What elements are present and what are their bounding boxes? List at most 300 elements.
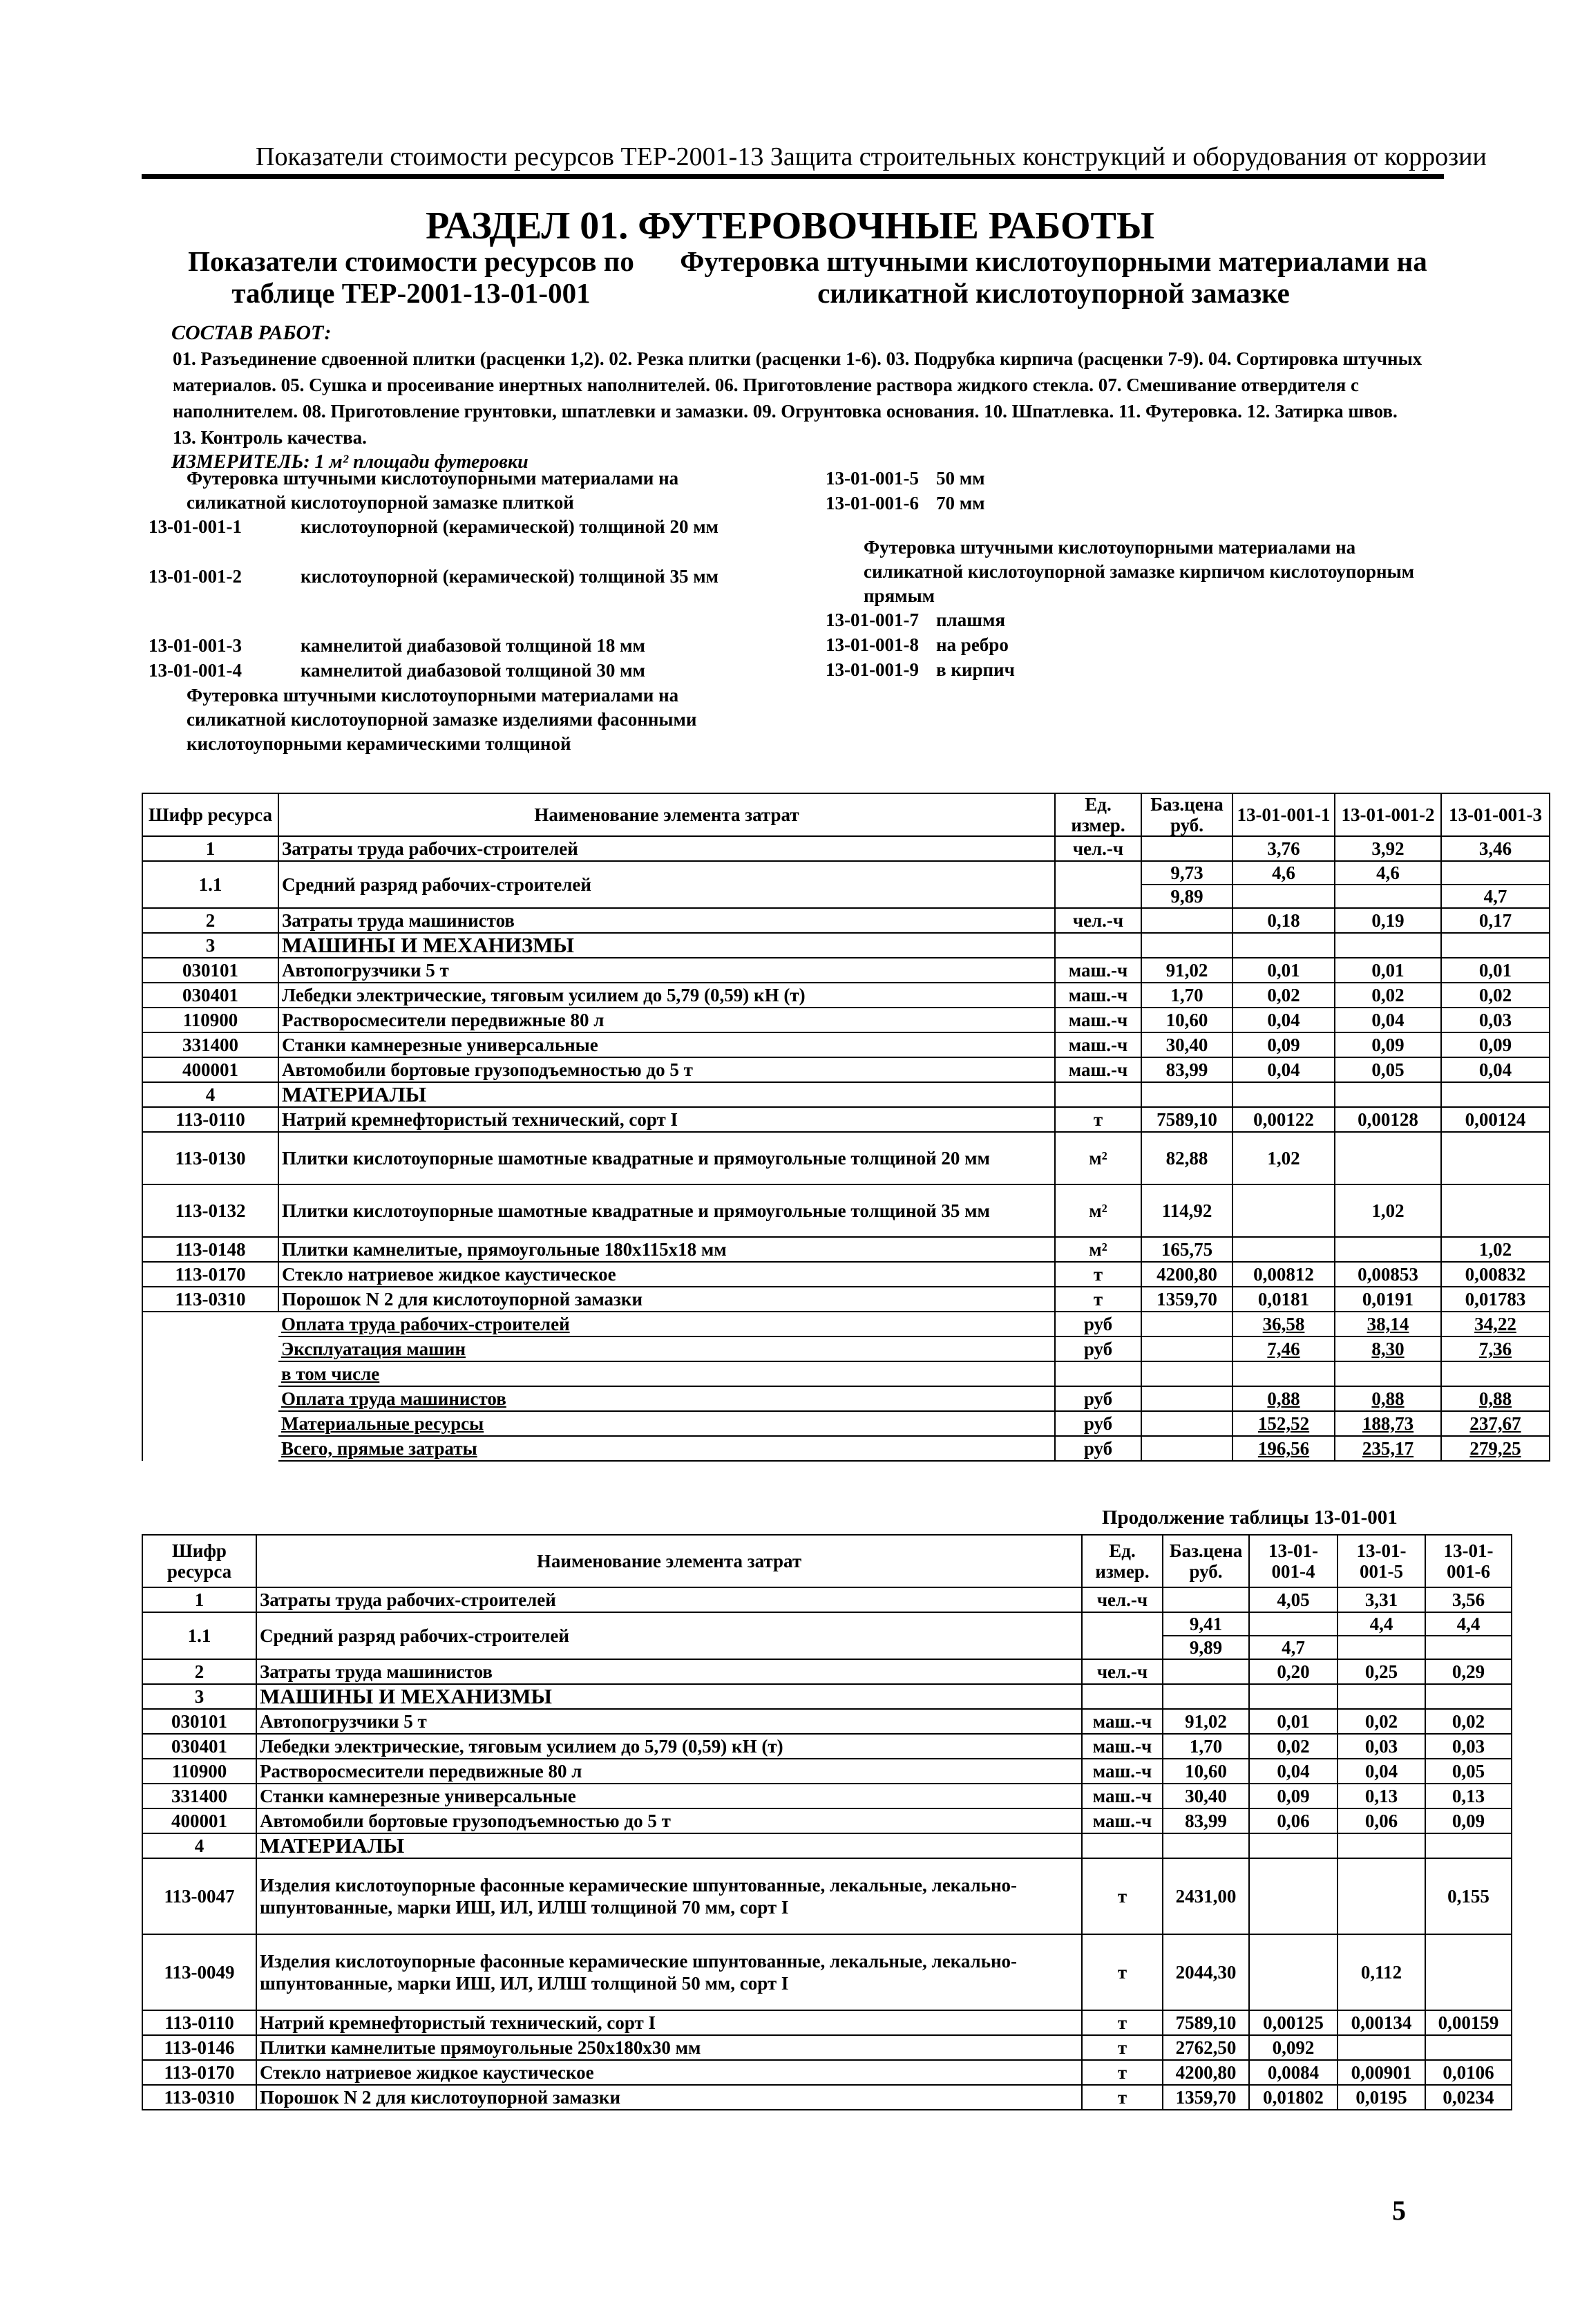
cell-value-3 (1441, 1184, 1550, 1237)
cell-value-2: 0,19 (1335, 908, 1441, 933)
total-value-1: 152,52 (1232, 1411, 1335, 1436)
cell-value-2: 0,00853 (1335, 1262, 1441, 1287)
code-row (826, 491, 1434, 516)
cell-value-2: 0,04 (1338, 1759, 1425, 1784)
cell-value-2 (1338, 1833, 1425, 1858)
cell-code: 2 (142, 1659, 256, 1684)
cell-unit: маш.-ч (1082, 1709, 1163, 1734)
cell-unit: чел.-ч (1055, 836, 1141, 861)
cell-value-3: 0,00832 (1441, 1262, 1550, 1287)
cell-value-1: 0,01 (1232, 958, 1335, 983)
cell-value-3 (1425, 1934, 1512, 2010)
total-value-3 (1441, 1361, 1550, 1386)
table-row (142, 1934, 1512, 2010)
cell-price (1141, 1336, 1232, 1361)
cell-value-3: 4,7 (1441, 885, 1550, 908)
cell-value-3 (1425, 1684, 1512, 1709)
cell-unit: маш.-ч (1082, 1759, 1163, 1784)
total-unit: руб (1055, 1336, 1141, 1361)
cell-name: Изделия кислотоупорные фасонные керамические шпунтованные, лекальные, лекально-шпунтованные, марки ИШ, ИЛ, ИЛШ толщиной 50 мм, сорт I (256, 1934, 1082, 2010)
code-label: 13-01-001-2 (149, 566, 242, 587)
table-row (142, 1082, 1550, 1107)
total-row (142, 1436, 1550, 1461)
cell-value-1 (1249, 1833, 1338, 1858)
cell-unit: маш.-ч (1055, 1032, 1141, 1057)
cell-value-3: 0,09 (1441, 1032, 1550, 1057)
cell-name: МАТЕРИАЛЫ (278, 1082, 1055, 1107)
table-row (142, 1184, 1550, 1237)
cell-value-2 (1338, 1684, 1425, 1709)
cell-unit: т (1055, 1262, 1141, 1287)
cell-value-1: 0,00125 (1249, 2010, 1338, 2035)
cell-code: 113-0110 (142, 2010, 256, 2035)
cell-name: МАШИНЫ И МЕХАНИЗМЫ (256, 1684, 1082, 1709)
cell-value-2: 4,4 (1338, 1612, 1425, 1636)
code-row (826, 608, 1434, 633)
total-row (142, 1361, 1550, 1386)
total-value-3: 34,22 (1441, 1312, 1550, 1336)
group-title-left-2: Футеровка штучными кислотоупорными материалами на силикатной кислотоупорной замазке изделиями фасонными кислотоупорными керамическими толщиной (187, 685, 697, 754)
cell-value-1 (1232, 1237, 1335, 1262)
header-rule (142, 174, 1444, 179)
cell-code: 113-0310 (142, 2085, 256, 2110)
cell-value-3: 1,02 (1441, 1237, 1550, 1262)
header-col-3: 13-01-001-3 (1441, 793, 1550, 836)
table-row (142, 1759, 1512, 1784)
total-value-3: 0,88 (1441, 1386, 1550, 1411)
cell-value-2: 3,31 (1338, 1587, 1425, 1612)
cell-value-3: 0,00124 (1441, 1107, 1550, 1132)
cell-name: Лебедки электрические, тяговым усилием до 5,79 (0,59) кН (т) (256, 1734, 1082, 1759)
cell-unit: т (1082, 2060, 1163, 2085)
cell-code: 030101 (142, 958, 278, 983)
table-2-body (142, 1587, 1512, 2110)
table-row (142, 1734, 1512, 1759)
cell-code: 110900 (142, 1008, 278, 1032)
cell-code: 113-0170 (142, 1262, 278, 1287)
cell-value-2: 0,00128 (1335, 1107, 1441, 1132)
table-row (142, 1709, 1512, 1734)
cell-name: Растворосмесители передвижные 80 л (278, 1008, 1055, 1032)
cell-name: Порошок N 2 для кислотоупорной замазки (278, 1287, 1055, 1312)
cell-price (1141, 836, 1232, 861)
cell-price: 9,41 (1163, 1612, 1249, 1636)
composition-label: СОСТАВ РАБОТ: (171, 321, 332, 344)
cell-price (1141, 1386, 1232, 1411)
total-name: Материальные ресурсы (278, 1411, 1055, 1436)
total-value-1: 36,58 (1232, 1312, 1335, 1336)
cell-price (1141, 908, 1232, 933)
cell-value-1: 0,09 (1249, 1784, 1338, 1808)
composition-text: 01. Разъединение сдвоенной плитки (расценки 1,2). 02. Резка плитки (расценки 1-6). 03. Подрубка кирпича (расценки 7-9). 04. Сортировка штучных материалов. 05. Сушка и просеивание инертных наполнителей. 06. Приготовление раствора жидкого стекла. 07. Смешивание отвердителя с наполнителем. 08. Приготовление грунтовки, шпатлевки и замазки. 09. Огрунтовка основания. 10. Шпатлевка. 11. Футеровка. 12. Затирка швов. 13. Контроль качества. (173, 348, 1422, 448)
table-row (142, 908, 1550, 933)
cell-value-1: 0,02 (1232, 983, 1335, 1008)
cell-code: 030101 (142, 1709, 256, 1734)
cell-value-1: 0,02 (1249, 1734, 1338, 1759)
group-title-left-1: Футеровка штучными кислотоупорными материалами на силикатной кислотоупорной замазке плиткой (187, 468, 679, 513)
cell-code: 113-0110 (142, 1107, 278, 1132)
total-value-2: 38,14 (1335, 1312, 1441, 1336)
cell-value-1: 0,0181 (1232, 1287, 1335, 1312)
cell-name: Стекло натриевое жидкое каустическое (278, 1262, 1055, 1287)
header-col-3: 13-01-001-6 (1425, 1535, 1512, 1587)
cell-value-1 (1232, 933, 1335, 958)
total-value-2: 188,73 (1335, 1411, 1441, 1436)
cell-name: Плитки кислотоупорные шамотные квадратные и прямоугольные толщиной 35 мм (278, 1184, 1055, 1237)
cell-name: Затраты труда рабочих-строителей (278, 836, 1055, 861)
cell-name: Стекло натриевое жидкое каустическое (256, 2060, 1082, 2085)
cell-value-2: 0,09 (1335, 1032, 1441, 1057)
cell-code: 113-0049 (142, 1934, 256, 2010)
cell-unit: чел.-ч (1082, 1659, 1163, 1684)
table-row (142, 1659, 1512, 1684)
code-row (149, 659, 736, 683)
cell-blank (142, 1336, 278, 1361)
total-value-1: 196,56 (1232, 1436, 1335, 1461)
table-row (142, 2085, 1512, 2110)
resource-table-2 (142, 1534, 1512, 2110)
cell-unit: т (1082, 1858, 1163, 1934)
cell-unit: т (1082, 2085, 1163, 2110)
total-value-1: 7,46 (1232, 1336, 1335, 1361)
cell-value-2 (1338, 1858, 1425, 1934)
total-name: Всего, прямые затраты (278, 1436, 1055, 1461)
table-row (142, 1833, 1512, 1858)
cell-value-1 (1249, 1684, 1338, 1709)
cell-value-3 (1425, 1636, 1512, 1659)
code-description: кислотоупорной (керамической) толщиной 35 мм (301, 566, 718, 587)
cell-value-2: 3,92 (1335, 836, 1441, 861)
cell-value-2: 0,112 (1338, 1934, 1425, 2010)
total-unit: руб (1055, 1312, 1141, 1336)
cell-price: 9,73 (1141, 861, 1232, 885)
cell-value-3: 3,46 (1441, 836, 1550, 861)
cell-value-2: 0,03 (1338, 1734, 1425, 1759)
cell-price: 2044,30 (1163, 1934, 1249, 2010)
cell-value-1: 1,02 (1232, 1132, 1335, 1184)
total-value-2: 8,30 (1335, 1336, 1441, 1361)
header-unit: Ед. измер. (1082, 1535, 1163, 1587)
cell-price: 91,02 (1141, 958, 1232, 983)
cell-name: Средний разряд рабочих-строителей (278, 861, 1055, 908)
cell-value-1 (1232, 1184, 1335, 1237)
total-value-2: 0,88 (1335, 1386, 1441, 1411)
cell-value-1: 0,00122 (1232, 1107, 1335, 1132)
cell-blank (142, 1312, 278, 1336)
cell-value-3: 0,02 (1441, 983, 1550, 1008)
cell-value-1: 0,20 (1249, 1659, 1338, 1684)
table-row (142, 2060, 1512, 2085)
cell-code: 331400 (142, 1032, 278, 1057)
cell-name: Средний разряд рабочих-строителей (256, 1612, 1082, 1659)
cell-value-3: 0,17 (1441, 908, 1550, 933)
cell-price (1163, 1833, 1249, 1858)
cell-unit: т (1055, 1107, 1141, 1132)
cell-name: Натрий кремнефтористый технический, сорт I (278, 1107, 1055, 1132)
cell-code: 1 (142, 836, 278, 861)
table-row (142, 861, 1550, 885)
cell-code: 331400 (142, 1784, 256, 1808)
cell-code: 4 (142, 1082, 278, 1107)
cell-value-1: 0,0084 (1249, 2060, 1338, 2085)
total-value-1: 0,88 (1232, 1386, 1335, 1411)
cell-price: 2431,00 (1163, 1858, 1249, 1934)
cell-value-2: 0,0195 (1338, 2085, 1425, 2110)
total-value-2: 235,17 (1335, 1436, 1441, 1461)
cell-price (1163, 1684, 1249, 1709)
cell-value-2 (1335, 1132, 1441, 1184)
cell-unit: маш.-ч (1082, 1734, 1163, 1759)
cell-value-2: 4,6 (1335, 861, 1441, 885)
code-description: на ребро (936, 634, 1009, 655)
table-row (142, 1008, 1550, 1032)
cell-value-2: 0,01 (1335, 958, 1441, 983)
cell-price (1141, 933, 1232, 958)
cell-price: 1,70 (1163, 1734, 1249, 1759)
cell-code: 113-0146 (142, 2035, 256, 2060)
cell-value-1: 4,05 (1249, 1587, 1338, 1612)
cell-name: Плитки камнелитые, прямоугольные 180x115x18 мм (278, 1237, 1055, 1262)
cell-blank (142, 1436, 278, 1461)
cell-value-1: 0,00812 (1232, 1262, 1335, 1287)
codes-left (149, 466, 736, 756)
cell-unit: маш.-ч (1055, 1008, 1141, 1032)
cell-price (1141, 1082, 1232, 1107)
cell-name: Затраты труда машинистов (278, 908, 1055, 933)
cell-name: МАШИНЫ И МЕХАНИЗМЫ (278, 933, 1055, 958)
cell-unit: м² (1055, 1132, 1141, 1184)
cell-price: 2762,50 (1163, 2035, 1249, 2060)
header-unit: Ед. измер. (1055, 793, 1141, 836)
code-list-left-1 (149, 515, 736, 683)
cell-code: 2 (142, 908, 278, 933)
cell-value-1: 0,01 (1249, 1709, 1338, 1734)
cell-value-3: 0,09 (1425, 1808, 1512, 1833)
header-name: Наименование элемента затрат (256, 1535, 1082, 1587)
table-row (142, 1287, 1550, 1312)
cell-price: 83,99 (1163, 1808, 1249, 1833)
cell-name: Автомобили бортовые грузоподъемностью до 5 т (278, 1057, 1055, 1082)
cell-unit: т (1055, 1287, 1141, 1312)
cell-value-2 (1335, 933, 1441, 958)
cell-value-1: 0,09 (1232, 1032, 1335, 1057)
cell-code: 110900 (142, 1759, 256, 1784)
cell-value-2: 0,25 (1338, 1659, 1425, 1684)
cell-value-1: 4,7 (1249, 1636, 1338, 1659)
cell-value-2: 0,00134 (1338, 2010, 1425, 2035)
code-description: 50 мм (936, 468, 985, 489)
cell-price: 10,60 (1141, 1008, 1232, 1032)
cell-name: МАТЕРИАЛЫ (256, 1833, 1082, 1858)
cell-name: Растворосмесители передвижные 80 л (256, 1759, 1082, 1784)
cell-name: Затраты труда рабочих-строителей (256, 1587, 1082, 1612)
code-row (149, 515, 736, 565)
cell-value-3: 0,04 (1441, 1057, 1550, 1082)
cell-value-1: 0,04 (1232, 1057, 1335, 1082)
total-row (142, 1411, 1550, 1436)
cell-unit (1055, 1082, 1141, 1107)
total-row (142, 1312, 1550, 1336)
cell-value-2: 0,13 (1338, 1784, 1425, 1808)
total-name: Эксплуатация машин (278, 1336, 1055, 1361)
cell-blank (142, 1361, 278, 1386)
cell-value-1: 0,18 (1232, 908, 1335, 933)
cell-unit: т (1082, 2010, 1163, 2035)
cell-code: 1.1 (142, 1612, 256, 1659)
cell-value-3 (1425, 1833, 1512, 1858)
cell-name: Плитки камнелитые прямоугольные 250x180x30 мм (256, 2035, 1082, 2060)
total-unit: руб (1055, 1411, 1141, 1436)
resource-table-1 (142, 793, 1550, 1462)
cell-code: 113-0130 (142, 1132, 278, 1184)
cell-value-1 (1232, 1082, 1335, 1107)
cell-value-3 (1441, 861, 1550, 885)
cell-name: Затраты труда машинистов (256, 1659, 1082, 1684)
table-row (142, 983, 1550, 1008)
cell-code: 113-0148 (142, 1237, 278, 1262)
cell-value-2: 1,02 (1335, 1184, 1441, 1237)
cell-value-2 (1338, 1636, 1425, 1659)
header-col-2: 13-01-001-5 (1338, 1535, 1425, 1587)
cell-name: Изделия кислотоупорные фасонные керамические шпунтованные, лекальные, лекально-шпунтованные, марки ИШ, ИЛ, ИЛШ толщиной 70 мм, сорт I (256, 1858, 1082, 1934)
table-row (142, 1858, 1512, 1934)
cell-value-2: 0,0191 (1335, 1287, 1441, 1312)
code-list-right-1 (826, 466, 1434, 516)
cell-price: 30,40 (1163, 1784, 1249, 1808)
cell-value-1: 4,6 (1232, 861, 1335, 885)
cell-value-1 (1249, 1934, 1338, 2010)
cell-unit: чел.-ч (1055, 908, 1141, 933)
cell-code: 400001 (142, 1808, 256, 1833)
header-price: Баз.цена руб. (1163, 1535, 1249, 1587)
cell-price: 1359,70 (1163, 2085, 1249, 2110)
cell-value-1 (1249, 1858, 1338, 1934)
cell-value-2: 0,02 (1338, 1709, 1425, 1734)
cell-price: 83,99 (1141, 1057, 1232, 1082)
header-code: Шифр ресурса (142, 793, 278, 836)
cell-price: 165,75 (1141, 1237, 1232, 1262)
cell-price: 30,40 (1141, 1032, 1232, 1057)
code-row (149, 565, 736, 634)
cell-value-3 (1425, 2035, 1512, 2060)
table-row (142, 836, 1550, 861)
cell-value-3 (1441, 1082, 1550, 1107)
code-row (826, 466, 1434, 491)
section-title: РАЗДЕЛ 01. ФУТЕРОВОЧНЫЕ РАБОТЫ (426, 205, 1154, 247)
cell-unit: м² (1055, 1184, 1141, 1237)
cell-code: 113-0047 (142, 1858, 256, 1934)
table-row (142, 2035, 1512, 2060)
cell-code: 3 (142, 1684, 256, 1709)
cell-unit: т (1082, 2035, 1163, 2060)
header-code: Шифр ресурса (142, 1535, 256, 1587)
cell-value-3 (1441, 1132, 1550, 1184)
cell-value-1: 0,092 (1249, 2035, 1338, 2060)
cell-value-3: 0,02 (1425, 1709, 1512, 1734)
table-row (142, 958, 1550, 983)
cell-unit (1055, 861, 1141, 908)
table-header-row (142, 1535, 1512, 1587)
code-row (826, 633, 1434, 658)
cell-code: 3 (142, 933, 278, 958)
cell-unit: маш.-ч (1055, 983, 1141, 1008)
cell-price (1163, 1587, 1249, 1612)
group-title-right-2: Футеровка штучными кислотоупорными материалами на силикатной кислотоупорной замазке кирпичом кислотоупорным прямым (864, 537, 1415, 606)
code-description: в кирпич (936, 659, 1015, 680)
code-row (149, 634, 736, 659)
total-value-1 (1232, 1361, 1335, 1386)
subtitle-right: Футеровка штучными кислотоупорными материалами на силикатной кислотоупорной замазке (680, 245, 1427, 309)
code-label: 13-01-001-7 (826, 610, 919, 630)
total-name: Оплата труда машинистов (278, 1386, 1055, 1411)
cell-price: 1,70 (1141, 983, 1232, 1008)
header-col-1: 13-01-001-4 (1249, 1535, 1338, 1587)
table-header-row (142, 793, 1550, 836)
cell-value-2: 0,02 (1335, 983, 1441, 1008)
cell-code: 1.1 (142, 861, 278, 908)
code-label: 13-01-001-5 (826, 468, 919, 489)
code-description: камнелитой диабазовой толщиной 18 мм (301, 635, 645, 656)
cell-value-1: 3,76 (1232, 836, 1335, 861)
cell-unit: т (1082, 1934, 1163, 2010)
cell-value-2: 0,04 (1335, 1008, 1441, 1032)
cell-price: 9,89 (1163, 1636, 1249, 1659)
cell-unit (1082, 1612, 1163, 1659)
total-row (142, 1386, 1550, 1411)
cell-value-1 (1232, 885, 1335, 908)
table-row (142, 1587, 1512, 1612)
cell-value-3: 4,4 (1425, 1612, 1512, 1636)
table-row (142, 1808, 1512, 1833)
running-header: Показатели стоимости ресурсов ТЕР-2001-13 Защита строительных конструкций и оборудования от коррозии (256, 142, 1487, 171)
code-description: камнелитой диабазовой толщиной 30 мм (301, 660, 645, 681)
cell-value-3: 3,56 (1425, 1587, 1512, 1612)
cell-value-1: 0,04 (1249, 1759, 1338, 1784)
table-row (142, 1612, 1512, 1636)
cell-code: 400001 (142, 1057, 278, 1082)
subtitle-left: Показатели стоимости ресурсов по таблице ТЕР-2001-13-01-001 (188, 245, 634, 309)
codes-right (826, 466, 1434, 683)
total-name: Оплата труда рабочих-строителей (278, 1312, 1055, 1336)
total-unit: руб (1055, 1436, 1141, 1461)
cell-value-1 (1249, 1612, 1338, 1636)
cell-value-2 (1338, 2035, 1425, 2060)
cell-code: 113-0132 (142, 1184, 278, 1237)
cell-value-3: 0,155 (1425, 1858, 1512, 1934)
table-row (142, 1132, 1550, 1184)
cell-value-1: 0,06 (1249, 1808, 1338, 1833)
cell-name: Автомобили бортовые грузоподъемностью до 5 т (256, 1808, 1082, 1833)
cell-value-2 (1335, 885, 1441, 908)
cell-unit: маш.-ч (1082, 1808, 1163, 1833)
cell-price (1163, 1659, 1249, 1684)
cell-price: 1359,70 (1141, 1287, 1232, 1312)
code-label: 13-01-001-8 (826, 634, 919, 655)
table-row (142, 1107, 1550, 1132)
cell-unit (1082, 1833, 1163, 1858)
total-value-2 (1335, 1361, 1441, 1386)
cell-price (1141, 1312, 1232, 1336)
cell-value-3: 0,0106 (1425, 2060, 1512, 2085)
cell-name: Автопогрузчики 5 т (256, 1709, 1082, 1734)
code-label: 13-01-001-9 (826, 659, 919, 680)
cell-code: 113-0170 (142, 2060, 256, 2085)
cell-price: 7589,10 (1141, 1107, 1232, 1132)
code-label: 13-01-001-1 (149, 516, 242, 537)
cell-price: 4200,80 (1141, 1262, 1232, 1287)
cell-value-1: 0,01802 (1249, 2085, 1338, 2110)
total-row (142, 1336, 1550, 1361)
